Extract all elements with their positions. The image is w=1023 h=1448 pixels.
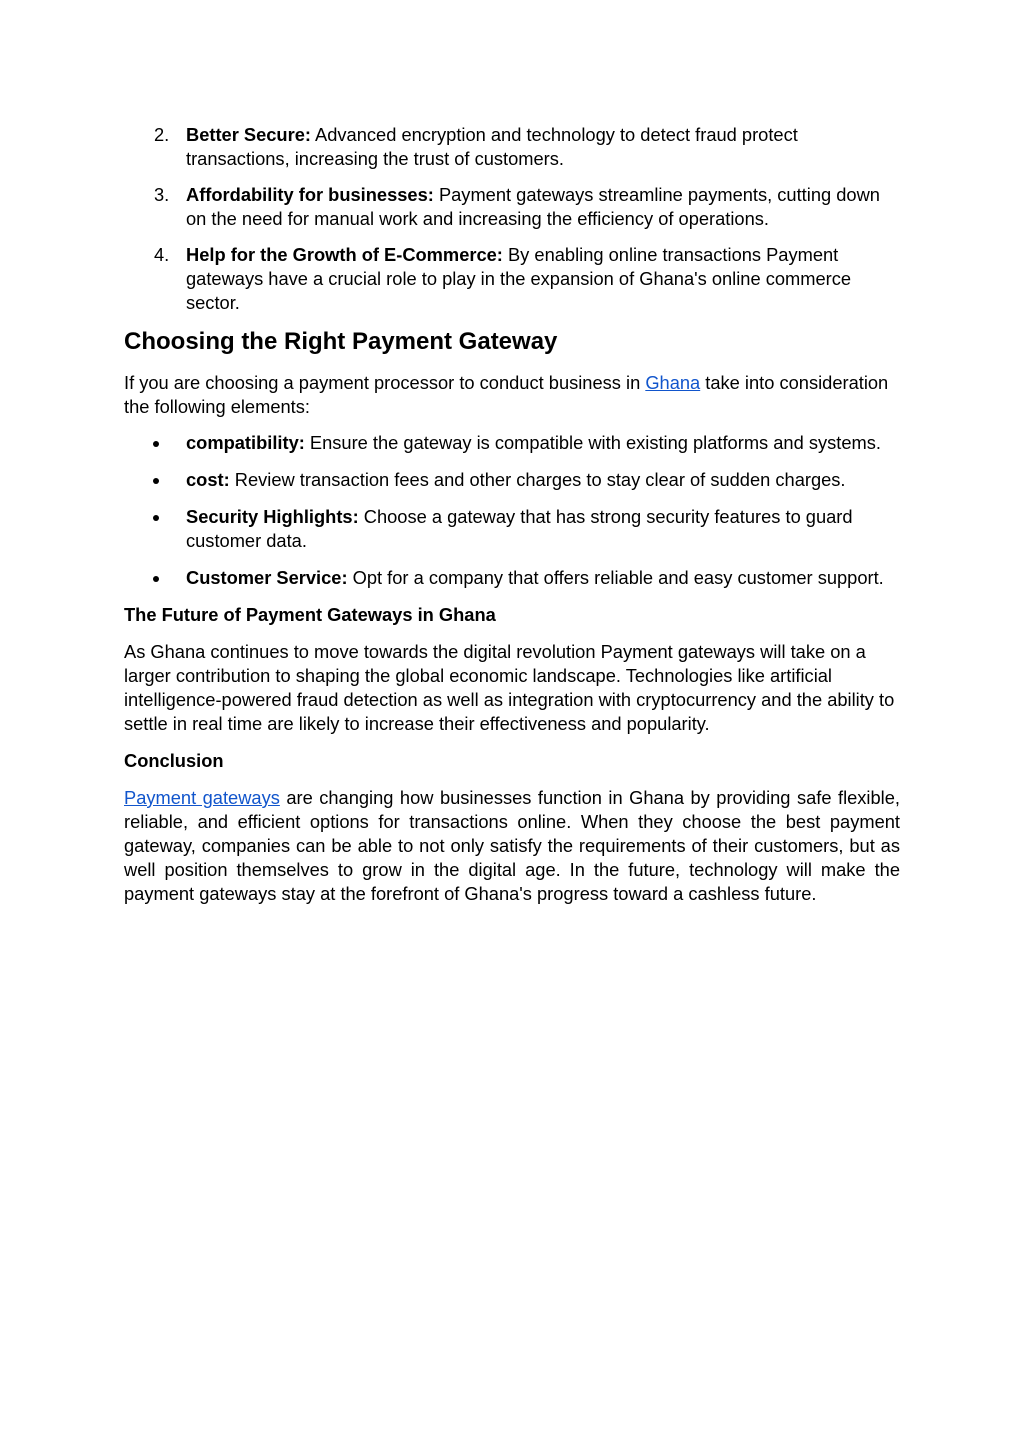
list-item [124,505,900,553]
section-intro [124,371,900,419]
list-number: 2. [154,124,170,145]
ghana-link[interactable]: Ghana [645,372,701,393]
list-term: compatibility: [186,432,305,453]
list-text: Opt for a company that offers reliable and easy customer support. [347,567,884,588]
list-item [124,183,900,231]
bullet-icon [153,441,159,447]
list-item [124,431,900,455]
list-number: 3. [154,184,170,205]
list-text: Payment gateways streamline payments, cutting down on the need for manual work and increasing the efficiency of operations. [186,184,880,229]
list-item [124,566,900,590]
list-text: Choose a gateway that has strong security features to guard customer data. [186,506,853,551]
list-item [124,468,900,492]
list-item [124,123,900,171]
conclusion-text: are changing how businesses function in Ghana by providing safe flexible, reliable, and efficient options for transactions online. When they choose the best payment gateway, companies can be able to not only satisfy the requirements of their customers, but as well position themselves to grow in the digital age. In the future, technology will make the payment gateways stay at the forefront of Ghana's progress toward a cashless future. [124,787,900,904]
intro-text-after: take into consideration the following elements: [124,372,889,417]
list-term: Affordability for businesses: [186,184,434,205]
bullet-icon [153,576,159,582]
page-content [124,123,900,919]
payment-gateways-link[interactable]: Payment gateways [124,787,280,808]
bullet-icon [153,515,159,521]
list-number: 4. [154,244,170,265]
list-text: By enabling online transactions Payment gateways have a crucial role to play in the expansion of Ghana's online commerce sector. [186,244,852,313]
list-term: Security Highlights: [186,506,359,527]
list-text: Review transaction fees and other charges to stay clear of sudden charges. [229,469,846,490]
list-term: Customer Service: [186,567,348,588]
numbered-list [124,123,900,315]
list-text: Ensure the gateway is compatible with existing platforms and systems. [304,432,881,453]
list-item [124,243,900,315]
future-paragraph: As Ghana continues to move towards the digital revolution Payment gateways will take on a larger contribution to shaping the global economic landscape. Technologies like artificial intelligence-powered fraud detection as well as integration with cryptocurrency and the ability to settle in real time are likely to increase their effectiveness and popularity. [124,641,895,734]
conclusion-heading: Conclusion [124,750,224,771]
bullet-icon [153,478,159,484]
list-term: Help for the Growth of E-Commerce: [186,244,503,265]
conclusion-paragraph [124,786,900,906]
bullet-list [124,431,900,590]
section-heading: Choosing the Right Payment Gateway [124,328,558,355]
intro-text-before: If you are choosing a payment processor to conduct business in [124,372,646,393]
future-heading: The Future of Payment Gateways in Ghana [124,604,496,625]
list-text: Advanced encryption and technology to detect fraud protect transactions, increasing the trust of customers. [186,124,798,169]
list-term: Better Secure: [186,124,311,145]
list-term: cost: [186,469,230,490]
